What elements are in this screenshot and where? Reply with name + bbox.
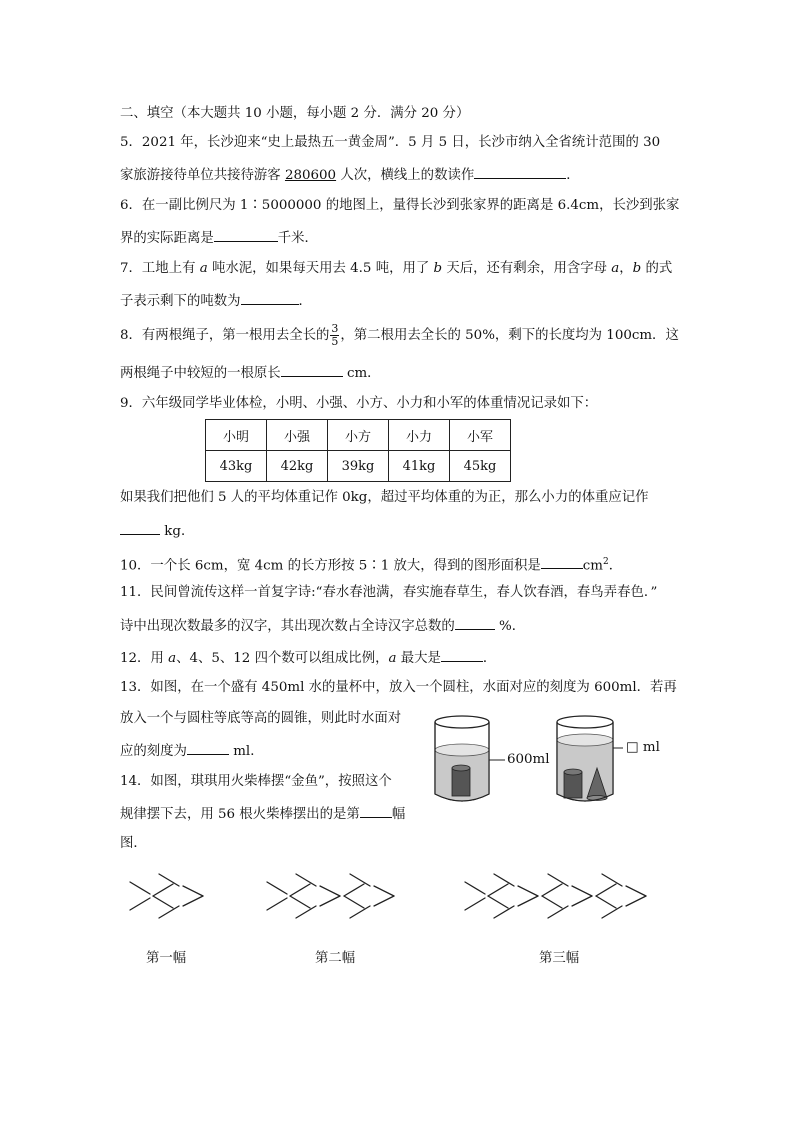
table-cell: 39kg [328,451,389,482]
matchstick-figure-2 [262,870,412,925]
q9-line3 [120,520,194,542]
q14-line2 [120,803,405,825]
q6-text-post: 千米． [277,231,318,246]
q8-fraction [330,323,339,348]
q8-frac-num: 3 [331,322,339,335]
q6-answer-blank[interactable] [214,227,278,242]
q8-text: 8．有两根绳子，第一根用去全长的 [120,328,330,343]
q5-line2 [120,164,580,186]
table-cell: 小力 [389,420,450,451]
table-cell: 43kg [206,451,267,482]
caption-figure-1: 第一幅 [146,951,187,966]
q14-line3: 图． [120,836,147,851]
table-row [206,420,511,451]
q13-line3 [120,740,264,762]
q7-text-c: 天后，还有剩余，用含字母 [442,261,612,276]
q13-line1: 13．如图，在一个盛有 450ml 水的量杯中，放入一个圆柱，水面对应的刻度为 600ml．若再 [120,680,677,695]
q8-line1 [120,323,679,348]
beaker-left-label: 600ml [507,752,550,767]
q12-text-a: 12．用 [120,651,169,666]
q9-line1: 9．六年级同学毕业体检，小明、小强、小方、小力和小军的体重情况记录如下： [120,396,598,411]
q5-text-post: 人次，横线上的数读作 [336,168,475,183]
caption-figure-3: 第三幅 [539,951,580,966]
q8-answer-blank[interactable] [281,362,343,377]
q13-text-post: ml． [228,744,264,759]
caption-figure-2: 第二幅 [315,951,356,966]
q6-line1: 6．在一副比例尺为 1∶5000000 的地图上，量得长沙到张家界的距离是 6.4cm，长沙到张家 [120,198,680,213]
q12-var-a: a [168,651,177,666]
q5-line1: 5．2021 年，长沙迎来“史上最热五一黄金周”．5 月 5 日，长沙市纳入全省统计范围的 30 [120,135,661,150]
q12-text-b: 、4、5、12 四个数可以组成比例， [176,651,389,666]
q13-line2: 放入一个与圆柱等底等高的圆锥，则此时水面对 [120,711,402,726]
q7-text-b: 吨水泥，如果每天用去 4.5 吨，用了 [207,261,434,276]
q7-end: ． [298,294,312,309]
beaker-left [435,716,505,801]
q13-answer-blank[interactable] [187,740,229,755]
q10-answer-blank[interactable] [541,554,583,569]
q14-answer-blank[interactable] [360,803,392,818]
q6-line2 [120,227,318,249]
q5-answer-blank[interactable] [474,164,566,179]
q9-text-post: kg． [160,524,195,539]
q7-var-b2: b [632,261,642,276]
q11-text: 诗中出现次数最多的汉字，其出现次数占全诗汉字总数的 [120,619,455,634]
q7-var-a2: a [611,261,620,276]
q10-text: 10．一个长 6cm，宽 4cm 的长方形按 5∶1 放大，得到的图形面积是 [120,558,541,574]
q7-text-d: ， [619,261,633,276]
q7-text-f: 子表示剩下的吨数为 [120,294,241,309]
q7-var-b: b [433,261,443,276]
q10-end: ． [608,558,623,574]
q12-end: ． [482,651,497,666]
q8-text2-post: cm． [342,366,381,381]
table-cell: 小军 [450,420,511,451]
table-row [206,451,511,482]
q14-text: 规律摆下去，用 56 根火柴棒摆出的是第 [120,807,360,822]
matchstick-figure-1 [125,870,220,925]
q7-var-a: a [199,261,208,276]
q10-line [120,552,622,576]
q11-answer-blank[interactable] [455,615,495,630]
beaker-figure [425,710,675,815]
beaker-right [557,716,623,801]
table-cell: 小明 [206,420,267,451]
q5-number: 280600 [284,168,337,183]
beaker-right-label: □ ml [626,740,660,755]
q7-line1 [120,259,672,279]
q7-line2 [120,290,312,312]
matchstick-figure-3 [460,870,665,925]
q14-line1: 14．如图，琪琪用火柴棒摆“金鱼”，按照这个 [120,774,392,789]
weight-table [205,419,511,482]
q13-text: 应的刻度为 [120,744,187,759]
q7-answer-blank[interactable] [241,290,299,305]
table-cell: 42kg [267,451,328,482]
q5-text: 家旅游接待单位共接待游客 [120,168,285,183]
table-cell: 小强 [267,420,328,451]
q9-answer-blank[interactable] [120,520,160,535]
q10-unit: cm [582,558,603,574]
q8-text-post: ，第二根用去全长的 50%，剩下的长度均为 100cm．这 [340,328,679,343]
q11-text-post: %． [494,619,526,634]
q5-end: ． [566,168,580,183]
q9-line2: 如果我们把他们 5 人的平均体重记作 0kg，超过平均体重的为正，那么小力的体重应记作 [120,490,649,505]
q8-text2: 两根绳子中较短的一根原长 [120,366,281,381]
q6-text: 界的实际距离是 [120,231,214,246]
q12-var-a2: a [388,651,397,666]
q10-sup: 2 [602,557,609,567]
q7-text-e: 的式 [641,261,673,276]
q8-frac-den: 5 [331,335,339,348]
table-cell: 41kg [389,451,450,482]
table-cell: 小方 [328,420,389,451]
q12-line [120,647,496,669]
q8-line2 [120,362,381,384]
q7-text-a: 7．工地上有 [120,261,200,276]
q11-line2 [120,615,525,637]
q14-text-post: 幅 [391,807,406,822]
q11-line1: 11．民间曾流传这样一首复字诗:“春水春池满，春实施春草生，春人饮春酒，春鸟弄春色．” [120,585,658,600]
q12-answer-blank[interactable] [441,647,483,662]
section-heading: 二、填空（本大题共 10 小题，每小题 2 分．满分 20 分） [120,106,470,121]
table-cell: 45kg [450,451,511,482]
q12-text-c: 最大是 [396,651,441,666]
